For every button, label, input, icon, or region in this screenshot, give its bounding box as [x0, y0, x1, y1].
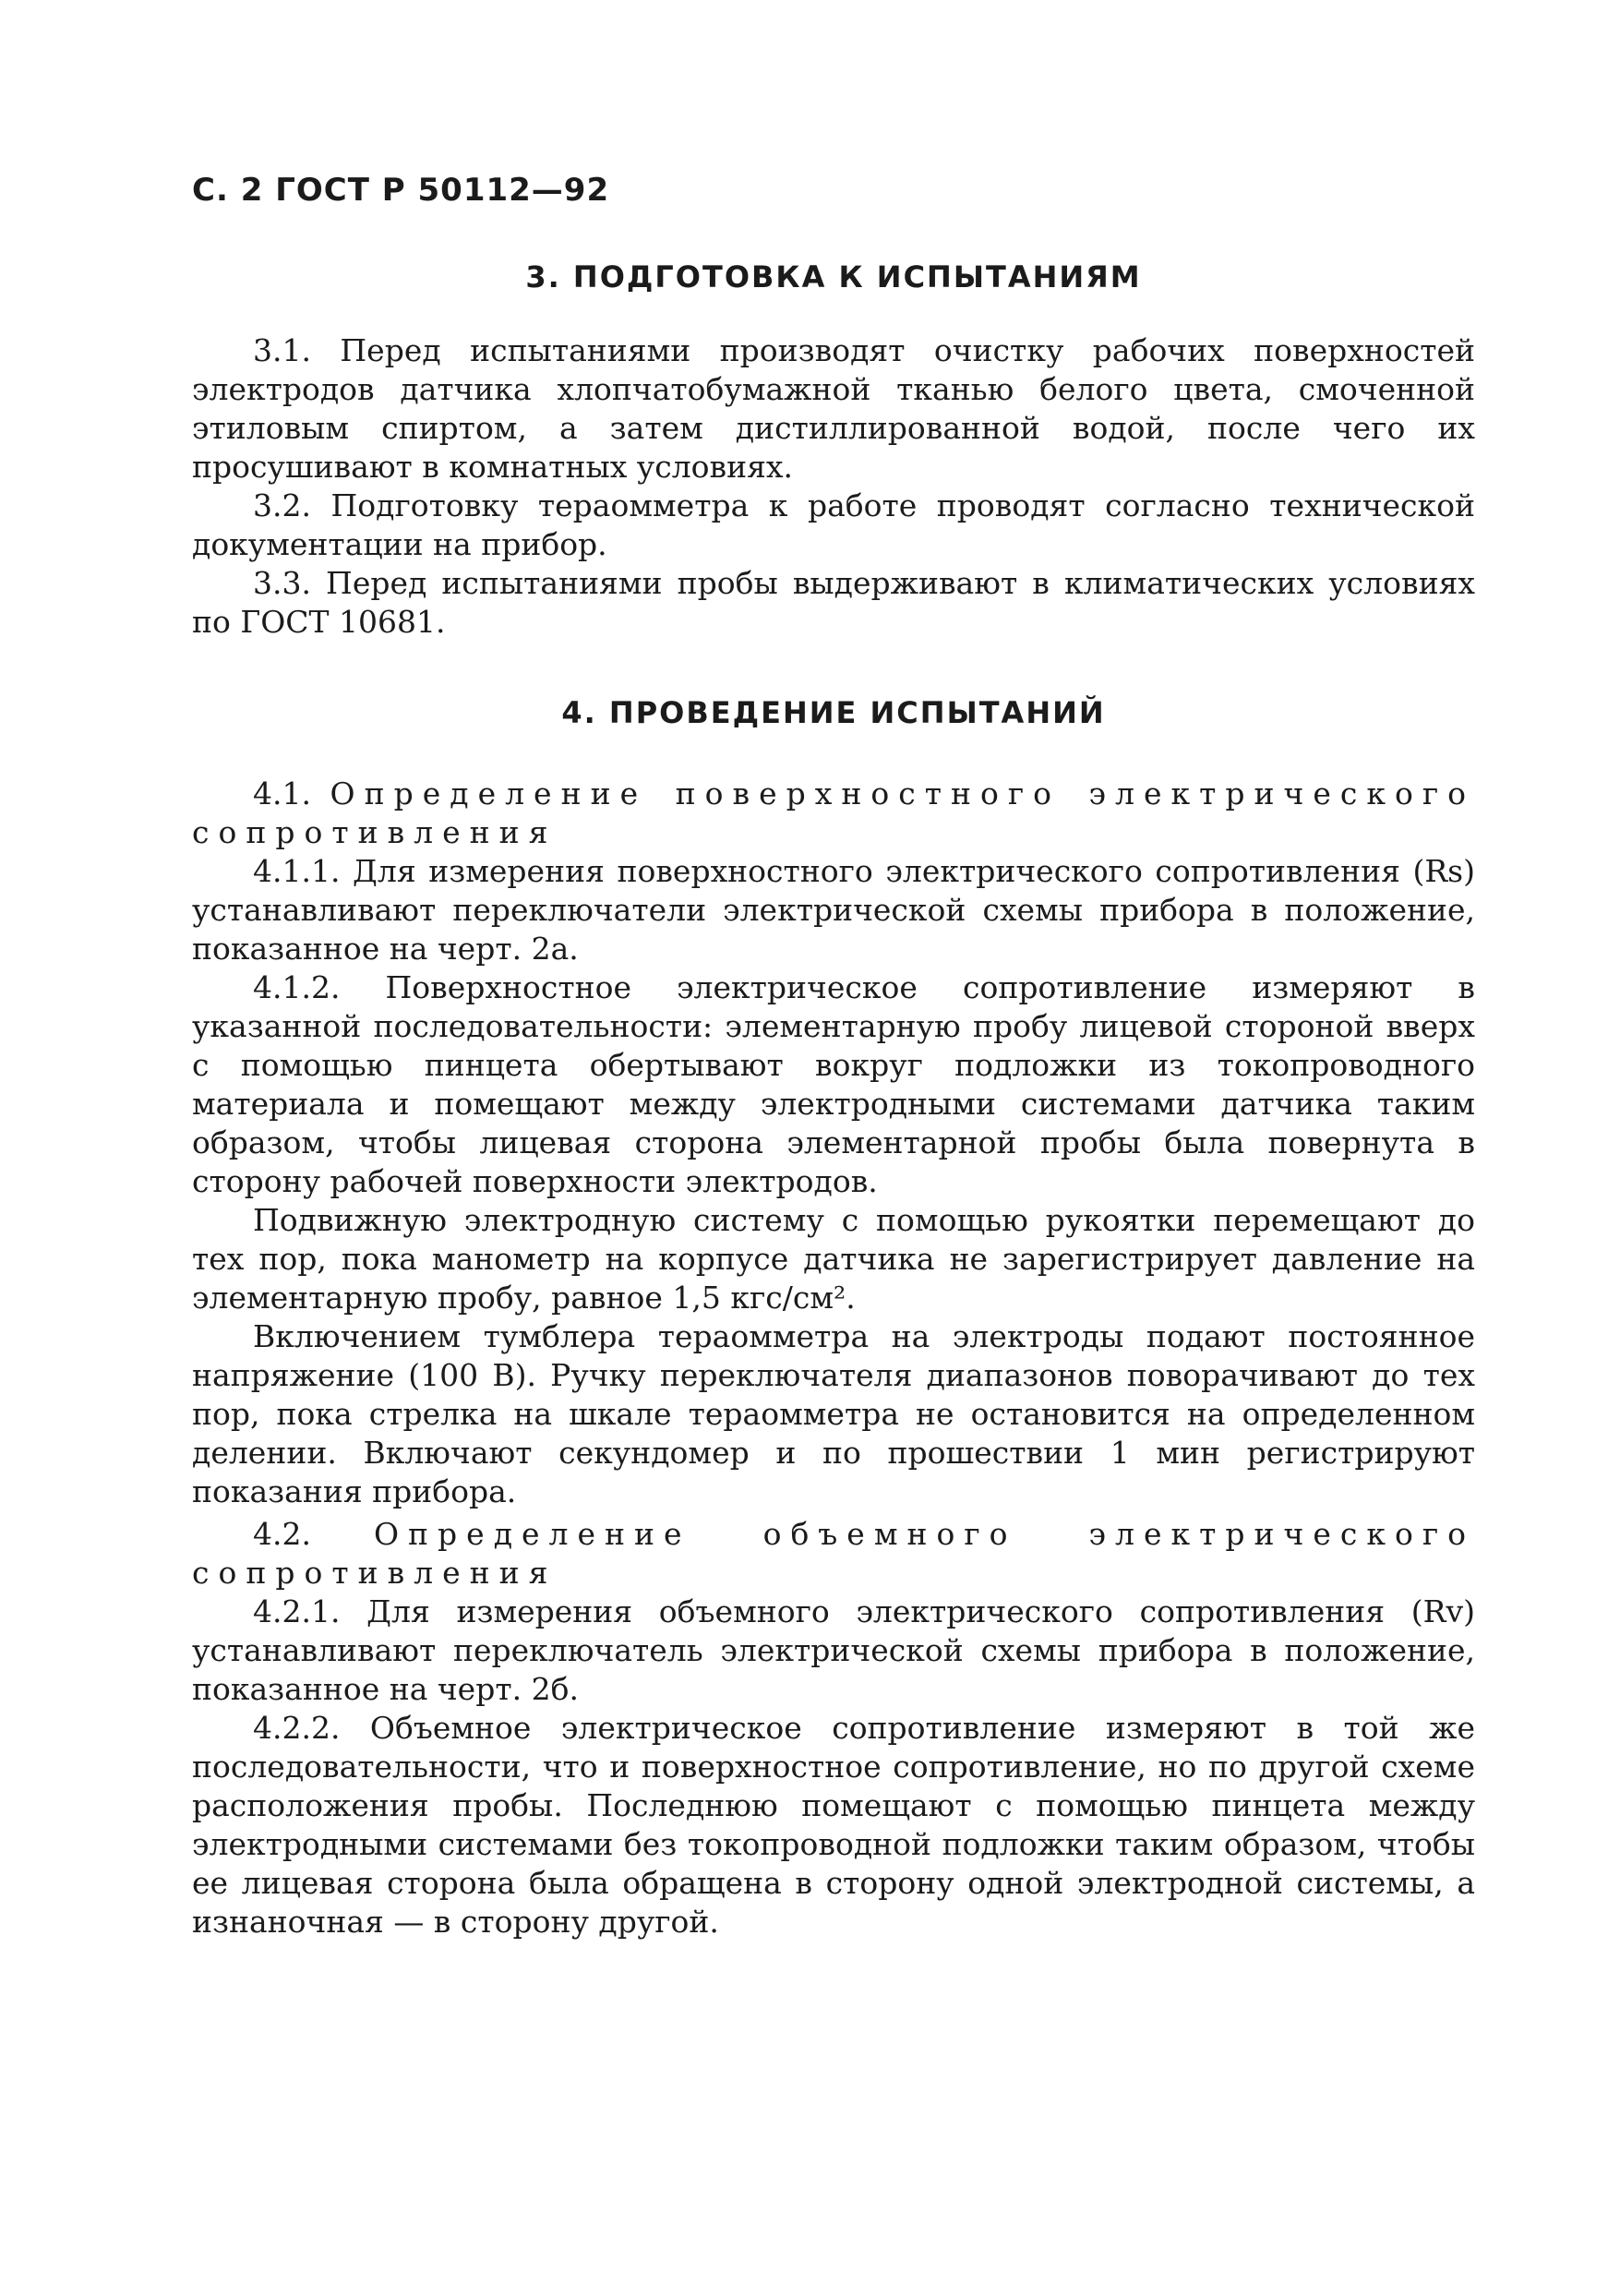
subsection-4-2-title: Определение объемного электрического сопротивления: [192, 1516, 1475, 1591]
paragraph-4-1-2-voltage: Включением тумблера тераомметра на электроды подают постоянное напряжение (100 В). Ручку переключателя диапазонов поворачивают до тех пор, пока стрелка на шкале тераомметра не остановится на определенном делении. Включают секундомер и по прошествии 1 мин регистрируют показания прибора.: [192, 1318, 1475, 1509]
paragraph-3-3: 3.3. Перед испытаниями пробы выдерживают в климатических условиях по ГОСТ 10681.: [192, 565, 1475, 640]
paragraph-4-2-1: 4.2.1. Для измерения объемного электрического сопротивления (Rv) устанавливают переключатель электрической схемы прибора в положение, показанное на черт. 2б.: [192, 1593, 1475, 1707]
section-4-heading: 4. ПРОВЕДЕНИЕ ИСПЫТАНИЙ: [561, 695, 1106, 730]
paragraph-4-2-2: 4.2.2. Объемное электрическое сопротивление измеряют в той же последовательности, что и поверхностное сопротивление, но по другой схеме расположения пробы. Последнюю помещают с помощью пинцета между электродными системами без токопроводной подложки таким образом, чтобы ее лицевая сторона была обращена в сторону одной электродной системы, а изнаночная — в сторону другой.: [192, 1710, 1475, 1940]
running-header: С. 2 ГОСТ Р 50112—92: [192, 172, 610, 209]
paragraph-3-2: 3.2. Подготовку тераомметра к работе проводят согласно технической документации на прибор.: [192, 487, 1475, 562]
subsection-4-2-heading: [192, 1515, 1475, 1593]
section-3-heading: 3. ПОДГОТОВКА К ИСПЫТАНИЯМ: [525, 259, 1142, 295]
subsection-4-2-number: 4.2.: [253, 1516, 311, 1552]
paragraph-3-1: 3.1. Перед испытаниями производят очистку рабочих поверхностей электродов датчика хлопчатобумажной тканью белого цвета, смоченной этиловым спиртом, а затем дистиллированной водой, после чего их просушивают в комнатных условиях.: [192, 332, 1475, 485]
document-page: [192, 172, 1475, 1941]
subsection-4-1-title: Определение поверхностного электрического сопротивления: [192, 775, 1475, 850]
subsection-4-1-number: 4.1.: [253, 775, 311, 811]
paragraph-4-1-2-pressure: Подвижную электродную систему с помощью рукоятки перемещают до тех пор, пока манометр на корпусе датчика не зарегистрирует давление на элементарную пробу, равное 1,5 кгс/см².: [192, 1202, 1475, 1316]
paragraph-4-1-2: 4.1.2. Поверхностное электрическое сопротивление измеряют в указанной последовательности: элементарную пробу лицевой стороной вверх с помощью пинцета обертывают вокруг подложки из токопроводного материала и помещают между электродными системами датчика таким образом, чтобы лицевая сторона элементарной пробы была повернута в сторону рабочей поверхности электродов.: [192, 969, 1475, 1199]
paragraph-4-1-1: 4.1.1. Для измерения поверхностного электрического сопротивления (Rs) устанавливают переключатели электрической схемы прибора в положение, показанное на черт. 2а.: [192, 853, 1475, 967]
subsection-4-1-heading: [192, 775, 1475, 852]
